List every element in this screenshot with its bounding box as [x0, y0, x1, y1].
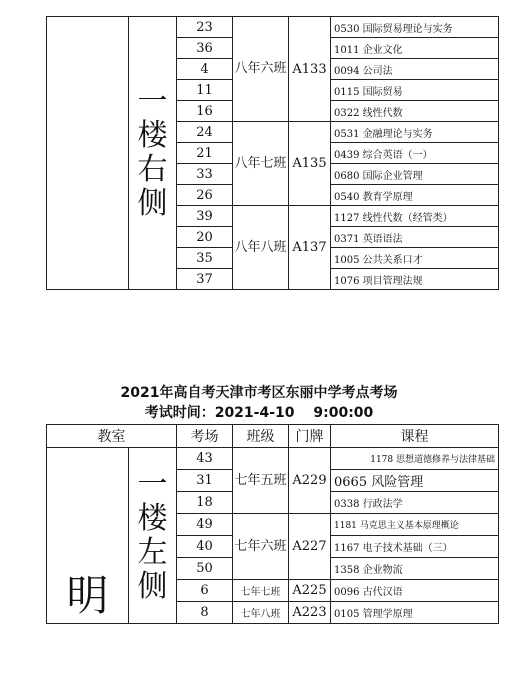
course-cell: 1181 马克思主义基本原理概论: [331, 514, 499, 536]
header-room-label: 教室: [47, 425, 177, 448]
exam-time: 考试时间：2021-4-10 9:00:00: [144, 405, 374, 421]
seat-cell: 6: [177, 580, 233, 602]
class-cell: 七年八班: [233, 602, 289, 624]
class-cell: 七年五班: [233, 448, 289, 514]
class-cell: 八年七班: [233, 122, 289, 206]
seat-cell: 4: [177, 59, 233, 80]
seat-cell: 8: [177, 602, 233, 624]
side-label: 一楼右侧: [129, 17, 177, 290]
page-title: 2021年高自考天津市考区东丽中学考点考场: [120, 385, 398, 401]
header-course: 课程: [331, 425, 499, 448]
header-class: 班级: [233, 425, 289, 448]
seat-cell: 49: [177, 514, 233, 536]
room-cell: A137: [289, 206, 331, 290]
seat-cell: 43: [177, 448, 233, 470]
course-cell: 0371 英语语法: [331, 227, 499, 248]
course-cell: 1076 项目管理法规: [331, 269, 499, 290]
seat-cell: 26: [177, 185, 233, 206]
room-cell: A225: [289, 580, 331, 602]
seat-cell: 24: [177, 122, 233, 143]
seat-cell: 36: [177, 38, 233, 59]
course-cell: 1358 企业物流: [331, 558, 499, 580]
course-cell: 1127 线性代数（经管类）: [331, 206, 499, 227]
seat-cell: 20: [177, 227, 233, 248]
room-cell: A133: [289, 17, 331, 122]
room-cell: A229: [289, 448, 331, 514]
seat-cell: 50: [177, 558, 233, 580]
class-cell: 七年六班: [233, 514, 289, 580]
seat-cell: 40: [177, 536, 233, 558]
class-cell: 八年八班: [233, 206, 289, 290]
seat-cell: 16: [177, 101, 233, 122]
course-cell: 0338 行政法学: [331, 492, 499, 514]
seat-cell: 37: [177, 269, 233, 290]
blank-cell: [47, 17, 129, 290]
course-cell: 1178 思想道德修养与法律基础: [331, 448, 499, 470]
side-label: 一楼左侧: [129, 448, 177, 624]
seat-cell: 23: [177, 17, 233, 38]
room-cell: A223: [289, 602, 331, 624]
course-cell: 1167 电子技术基础（三）: [331, 536, 499, 558]
seat-cell: 11: [177, 80, 233, 101]
seat-cell: 33: [177, 164, 233, 185]
seat-cell: 18: [177, 492, 233, 514]
exam-table-lower: [46, 424, 499, 624]
class-cell: 七年七班: [233, 580, 289, 602]
course-cell: 1011 企业文化: [331, 38, 499, 59]
course-cell: 0540 教育学原理: [331, 185, 499, 206]
room-cell: A227: [289, 514, 331, 580]
header-door: 门牌: [289, 425, 331, 448]
exam-table-upper: [46, 16, 499, 290]
room-cell: A135: [289, 122, 331, 206]
seat-cell: 39: [177, 206, 233, 227]
course-cell: 0680 国际企业管理: [331, 164, 499, 185]
header-seat: 考场: [177, 425, 233, 448]
seat-cell: 21: [177, 143, 233, 164]
course-cell: 0531 金融理论与实务: [331, 122, 499, 143]
course-cell: 0439 综合英语（一）: [331, 143, 499, 164]
course-cell: 0115 国际贸易: [331, 80, 499, 101]
course-cell: 0322 线性代数: [331, 101, 499, 122]
seat-cell: 35: [177, 248, 233, 269]
course-cell: 0665 风险管理: [331, 470, 499, 492]
class-cell: 八年六班: [233, 17, 289, 122]
course-cell: 1005 公共关系口才: [331, 248, 499, 269]
course-cell: 0096 古代汉语: [331, 580, 499, 602]
seat-cell: 31: [177, 470, 233, 492]
big-char: 明: [47, 448, 129, 624]
course-cell: 0094 公司法: [331, 59, 499, 80]
course-cell: 0105 管理学原理: [331, 602, 499, 624]
course-cell: 0530 国际贸易理论与实务: [331, 17, 499, 38]
